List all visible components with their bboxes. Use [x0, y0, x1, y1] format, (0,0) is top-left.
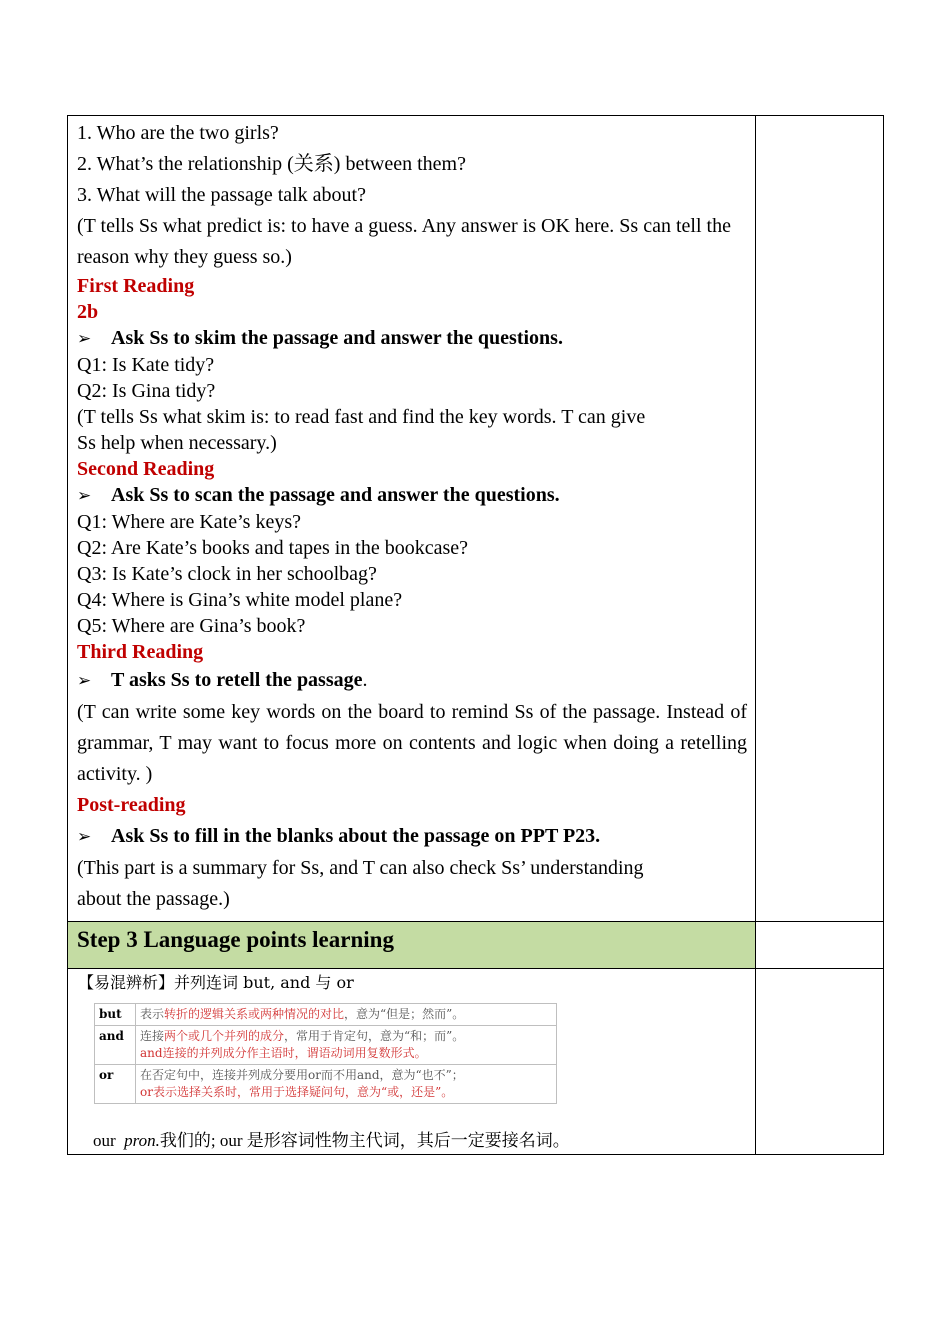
arrow-bullet-icon: ➢	[77, 827, 92, 847]
confusion-title: 【易混辨析】并列连词 but, and 与 or	[78, 973, 354, 992]
post-reading-task: ➢ Ask Ss to fill in the blanks about the passage on PPT P23.	[77, 821, 747, 853]
arrow-bullet-icon: ➢	[77, 671, 92, 691]
procedure-cell	[68, 116, 756, 922]
key-or: or	[95, 1065, 136, 1104]
desc-and: 连接两个或几个并列的成分，常用于肯定句，意为“和；而”。 and连接的并列成分作主语时，谓语动词用复数形式。	[136, 1026, 557, 1065]
third-reading-note: (T can write some key words on the board to remind Ss of the passage. Instead of grammar, T may want to focus more on contents and logic when doing a retelling activity. )	[77, 701, 747, 785]
second-reading-q2: Q2: Are Kate’s books and tapes in the bookcase?	[77, 537, 469, 559]
key-and: and	[95, 1026, 136, 1065]
third-reading-heading: Third Reading	[77, 641, 204, 663]
question-line-1: 1. Who are the two girls?	[77, 122, 279, 144]
first-reading-note-2: Ss help when necessary.)	[77, 432, 277, 454]
desc-but: 表示转折的逻辑关系或两种情况的对比，意为“但是；然而”。	[136, 1004, 557, 1026]
language-points-notes-cell	[756, 969, 884, 1155]
post-reading-note-1: (This part is a summary for Ss, and T can also check Ss’ understanding	[77, 857, 644, 879]
conjunction-comparison-table	[94, 1003, 557, 1104]
first-reading-sub: 2b	[77, 301, 99, 323]
key-but: but	[95, 1004, 136, 1026]
first-reading-q2: Q2: Is Gina tidy?	[77, 380, 216, 402]
second-reading-q5: Q5: Where are Gina’s book?	[77, 615, 306, 637]
table-row	[95, 1004, 557, 1026]
second-reading-q4: Q4: Where is Gina’s white model plane?	[77, 589, 403, 611]
table-row	[95, 1026, 557, 1065]
first-reading-note-1: (T tells Ss what skim is: to read fast and find the key words. T can give	[77, 406, 646, 428]
arrow-bullet-icon: ➢	[77, 329, 92, 349]
step3-cell	[68, 922, 756, 969]
step3-title: Step 3 Language points learning	[77, 927, 394, 952]
first-reading-task: ➢ Ask Ss to skim the passage and answer the questions.	[77, 325, 747, 352]
notes-cell	[756, 116, 884, 922]
our-note: our pron.我们的; our 是形容词性物主代词，其后一定要接名词。	[93, 1131, 570, 1150]
language-points-cell	[68, 969, 756, 1155]
first-reading-heading: First Reading	[77, 275, 195, 297]
post-reading-note-2: about the passage.)	[77, 888, 230, 910]
arrow-bullet-icon: ➢	[77, 486, 92, 506]
desc-or: 在否定句中，连接并列成分要用or而不用and，意为“也不”； or表示选择关系时，常用于选择疑问句，意为“或，还是”。	[136, 1065, 557, 1104]
first-reading-q1: Q1: Is Kate tidy?	[77, 354, 215, 376]
second-reading-q1: Q1: Where are Kate’s keys?	[77, 511, 301, 533]
second-reading-task: ➢ Ask Ss to scan the passage and answer the questions.	[77, 482, 747, 509]
predict-note: (T tells Ss what predict is: to have a guess. Any answer is OK here. Ss can tell the reason why they guess so.)	[77, 215, 731, 268]
table-row	[95, 1065, 557, 1104]
third-reading-task: ➢ T asks Ss to retell the passage.	[77, 665, 747, 697]
question-line-3: 3. What will the passage talk about?	[77, 184, 366, 206]
post-reading-heading: Post-reading	[77, 794, 186, 816]
lesson-plan-table	[67, 115, 884, 1155]
step3-notes-cell	[756, 922, 884, 969]
second-reading-q3: Q3: Is Kate’s clock in her schoolbag?	[77, 563, 377, 585]
question-line-2: 2. What’s the relationship (关系) between them?	[77, 153, 466, 175]
second-reading-heading: Second Reading	[77, 458, 215, 480]
